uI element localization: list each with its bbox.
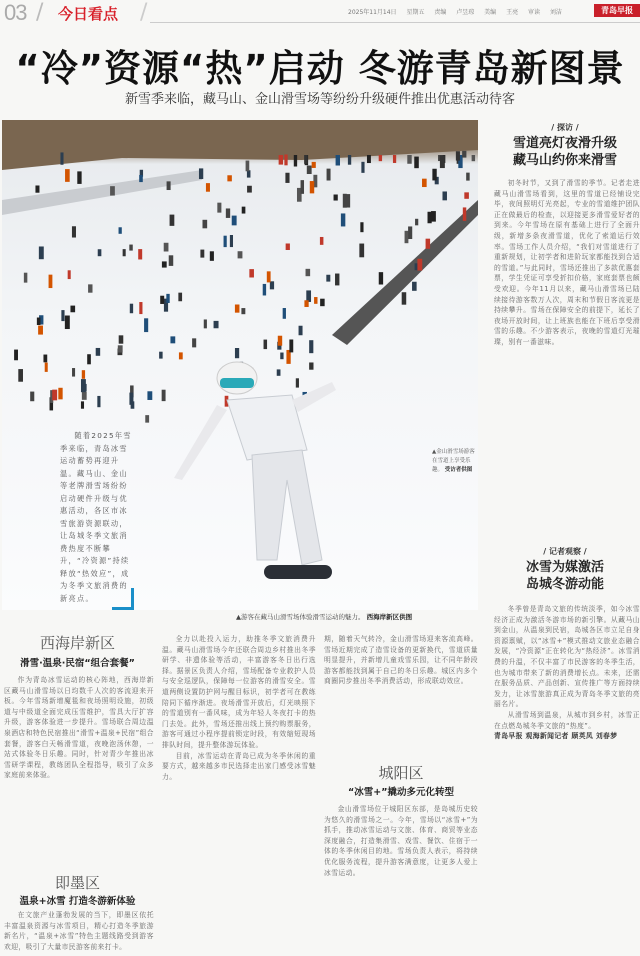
skier-figure: [200, 250, 204, 258]
skier-figure: [72, 226, 76, 237]
skier-figure: [361, 162, 364, 173]
skier-figure: [277, 369, 281, 375]
skier-figure: [412, 282, 417, 291]
skier-figure: [299, 326, 303, 336]
visit-article: [494, 178, 640, 528]
skier-figure: [60, 152, 63, 164]
skier-figure: [415, 219, 418, 226]
skier-figure: [139, 175, 143, 182]
skier-figure: [432, 169, 436, 181]
skier-figure: [227, 175, 231, 181]
skier-figure: [206, 183, 210, 192]
skier-figure: [462, 151, 466, 158]
skier-figure: [39, 246, 44, 259]
skier-figure: [289, 339, 293, 352]
skier-figure: [119, 227, 122, 234]
header-info: 2025年11月14日 星期五 责编 卢昱琼 美编 王亮 审读 刘洁: [348, 9, 562, 16]
skier-figure: [14, 350, 18, 361]
skier-figure: [98, 249, 102, 256]
skier-figure: [309, 362, 313, 369]
skier-figure: [35, 185, 39, 192]
skier-figure: [279, 155, 283, 165]
skier-figure: [43, 355, 47, 363]
skier-figure: [456, 151, 460, 160]
skier-figure: [348, 155, 351, 165]
caption-text: ▲游客在藏马山滑雪场体验滑雪运动的魅力。: [236, 613, 365, 621]
skier-figure: [70, 306, 75, 313]
inset-caption: [432, 448, 478, 475]
skier-figure: [341, 213, 345, 226]
skier-figure: [87, 354, 91, 364]
skier-figure: [164, 243, 169, 252]
goggles: [220, 378, 254, 388]
skier-figure: [270, 281, 274, 289]
observe-text2: 从滑雪场到温泉，从城市到乡村，冰雪正在点燃岛城冬季文旅的“热度”。: [494, 710, 640, 730]
visit-title-line2: 藏马山约你来滑雪: [512, 153, 617, 168]
skier-figure: [428, 212, 432, 223]
lead-paragraph: 随着2025年雪季来临，青岛冰雪运动蓄势再迎升温。藏马山、金山等老牌滑雪场纷纷启动硬件升级与优惠活动，各区市冰雪旅游资源联动，让岛城冬季文旅消费热度不断攀升，“冷资源”持续释放“热效应”，成为冬季文旅消费的新亮点。: [60, 431, 132, 603]
skier-figure: [320, 237, 323, 245]
skier-figure: [464, 192, 469, 198]
page-number: 03: [4, 0, 27, 25]
skier-figure: [170, 336, 175, 343]
chengyang-article: [324, 804, 478, 956]
skier-figure: [334, 195, 338, 201]
skier-figure: [81, 401, 84, 408]
column-3-top: [324, 634, 478, 746]
skier-figure: [379, 272, 383, 284]
skier-figure: [327, 169, 331, 181]
skier-figure: [405, 231, 409, 243]
subheadline: 新雪季来临，藏马山、金山滑雪场等纷纷升级硬件推出优惠活动待客: [124, 92, 515, 107]
skier-figure: [210, 251, 214, 261]
skier-figure: [414, 157, 419, 169]
skier-figure: [241, 308, 245, 314]
skier-figure: [309, 340, 313, 353]
skier-figure: [417, 259, 422, 271]
skier-figure: [72, 368, 75, 377]
lift-line: [2, 170, 202, 215]
skier-figure: [131, 401, 135, 408]
skier-figure: [393, 155, 396, 163]
skier-figure: [82, 370, 85, 379]
skier-figure: [159, 352, 162, 359]
section-title: 今日看点: [58, 5, 119, 23]
skier-figure: [247, 170, 251, 177]
skier-figure: [238, 251, 243, 258]
observe-title: [490, 559, 640, 593]
skier-figure: [284, 154, 287, 165]
header-rule: [150, 22, 640, 23]
skier-figure: [278, 336, 282, 346]
skier-figure: [49, 275, 53, 288]
skier-figure: [379, 155, 382, 161]
skier-figure: [179, 352, 183, 359]
observe-tag: / 记者观察 /: [543, 547, 587, 556]
skier-figure: [58, 388, 62, 400]
chengyang-text: 金山滑雪场位于城阳区东部，是岛城历史较为悠久的滑雪场之一。今年，雪场以“冰雪+”为抓手，推动冰雪运动与文旅、体育、商贸等业态深度融合，打造集滑雪、戏雪、餐饮、住宿于一体的冬季休闲目的地。雪场负责人表示，将持续优化服务流程，提升游客满意度，让更多人爱上冰雪运动。: [324, 805, 478, 877]
skier-figure: [160, 296, 164, 304]
skier-figure: [202, 220, 207, 229]
district-heading-west: 西海岸新区: [39, 634, 115, 652]
skier-figure: [45, 363, 48, 372]
skier-figure: [264, 340, 268, 350]
skier-figure: [431, 211, 436, 222]
west-subtitle: 滑雪·温泉·民宿“组合套餐”: [20, 658, 135, 669]
reporter-credit: 青岛早报 观海新闻记者 顾英凤 刘春梦: [494, 732, 618, 741]
col3-top-text: 期，随着天气转冷，金山滑雪场迎来客流高峰。雪场近期完成了造雪设备的更新换代，雪道质量明显提升，并新增儿童戏雪乐园，让不同年龄段游客都能找到属于自己的冬日乐趣。城区内多个商圈同步推出冬季消费活动，形成联动效应。: [324, 635, 478, 686]
photo-caption: [236, 612, 412, 621]
skier-figure: [359, 244, 364, 258]
skier-figure: [214, 321, 219, 328]
skier-figure: [97, 396, 100, 407]
skier-figure: [232, 216, 237, 226]
visit-tag: / 探访 /: [551, 123, 579, 132]
jimo-text: 在文旅产业蓬勃发展的当下，即墨区依托丰富温泉资源与冰雪项目，精心打造冬季旅游新名片，“温泉+冰雪”特色主题线路受到游客欢迎，吸引了大量市民游客前来打卡。: [4, 911, 154, 951]
skier-figure: [147, 391, 152, 400]
skier-figure: [65, 169, 70, 182]
skier-figure: [129, 245, 132, 251]
inset-caption-text: ▲金山滑雪场游客在雪道上享受乐趣。: [432, 449, 475, 473]
skier-figure: [285, 173, 289, 183]
left-arm: [174, 405, 227, 480]
observe-title-line2: 岛城冬游动能: [525, 577, 604, 592]
skier-figure: [466, 173, 469, 181]
skier-figure: [199, 168, 203, 179]
skier-figure: [18, 369, 23, 382]
skier-figure: [230, 235, 233, 247]
observe-article: [494, 604, 640, 956]
skier-figure: [61, 310, 64, 321]
skier-figure: [81, 379, 86, 392]
skier-figure: [304, 300, 308, 307]
jimo-subtitle: 温泉+冰雪 打造冬游新体验: [19, 896, 136, 907]
skier-figure: [442, 191, 446, 200]
skier-figure: [242, 207, 246, 214]
skier-figure: [310, 181, 314, 193]
skier-figure: [217, 203, 221, 213]
skier-figure: [65, 316, 70, 330]
skier-figure: [167, 181, 171, 190]
skier-figure: [38, 326, 43, 335]
skier-figure: [249, 269, 254, 277]
skier-figure: [170, 215, 175, 226]
skier-figure: [312, 162, 316, 168]
skier-figure: [304, 155, 308, 164]
skier-figure: [24, 273, 27, 283]
jimo-article: [4, 910, 154, 956]
skier-figure: [407, 155, 411, 164]
skier-figure: [263, 284, 266, 296]
skier-figure: [178, 293, 182, 302]
skier-figure: [247, 186, 252, 193]
skier-figure: [162, 390, 166, 401]
skier-figure: [440, 155, 445, 168]
skier-figure: [30, 392, 34, 402]
skier-figure: [463, 207, 466, 220]
snowboard: [264, 565, 332, 579]
col2-text: 全力以赴投入运力，助推冬季文旅消费升温。藏马山滑雪场今年还联合周边乡村推出冬季研学、非遗体验等活动，丰富游客冬日出行选择。据景区负责人介绍，雪场配备专业救护人员与安全巡逻队，保障每一位游客的滑雪安全。雪道两侧设置防护网与醒目标识，初学者可在教练陪同下循序渐进。夜场滑雪开放后，灯光映照下的雪道别有一番风味，成为年轻人冬夜打卡的热门去处。此外，雪场还推出线上预约购票服务，游客可通过小程序提前锁定时段，有效缩短现场排队时间，提升整体游玩体验。: [162, 635, 316, 749]
skier-figure: [294, 155, 297, 166]
skier-figure: [367, 155, 371, 163]
chengyang-subtitle: “冰雪+”撬动多元化转型: [348, 787, 454, 798]
skier-figure: [343, 194, 347, 208]
skier-figure: [283, 308, 286, 319]
divider: /: [140, 0, 148, 25]
skier-figure: [246, 161, 250, 172]
skier-figure: [360, 222, 363, 232]
inset-credit: 受访者供图: [444, 467, 473, 473]
skier-figure: [280, 353, 283, 360]
caption-credit: 西海岸新区供图: [366, 613, 413, 621]
skier-figure: [118, 345, 123, 352]
skier-figure: [422, 179, 427, 187]
skier-figure: [123, 249, 126, 256]
decorative-corner: [112, 588, 134, 610]
west-text: 作为青岛冰雪运动的核心阵地，西海岸新区藏马山滑雪场以日均数千人次的客流迎来开板。今年雪场新增魔毯和夜场照明设施，初级道与中级道全面完成压雪维护，雪具大厅扩容升级，游客体验进一步提升。雪场联合周边温泉酒店和特色民宿推出“滑雪+温泉+民宿”组合套餐，游客白天畅滑雪道，夜晚泡汤休憩，一站式体验冬日乐趣。同时，针对青少年推出冰雪研学课程，教练团队全程指导，吸引了众多家庭前来体验。: [4, 676, 154, 780]
skier-figure: [426, 239, 431, 249]
skier-figure: [267, 271, 271, 282]
skier-figure: [119, 335, 124, 343]
skier-figure: [204, 319, 207, 328]
skier-figure: [166, 294, 169, 303]
district-heading-chengyang: 城阳区: [378, 764, 424, 782]
skier-figure: [306, 269, 311, 276]
skier-figure: [162, 261, 167, 267]
visit-text: 初冬时节，又到了滑雪的季节。记者走进藏马山滑雪场看到，这里的雪道已经铺设完毕，夜间照明灯光亮起，专业的雪道维护团队正在做最后的检查，以迎接更多滑雪爱好者的到来。今年雪场在原有基础上进行了全面升级，新增多条夜滑雪道，优化了索道运行效率。雪场工作人员介绍，“我们对雪道进行了重新规划，让初学者和进阶玩家都能找到合适的雪道。”与此同时，雪场还推出了多款优惠套票，学生凭证可享受折扣价格，家庭套票也颇受欢迎。今年11月以来，藏马山滑雪场已陆续接待游客数万人次，周末和节假日客流更是持续攀升。雪场在保障安全的前提下，延长了夜场开放时间，让上班族也能在下班后享受滑雪的乐趣。不少游客表示，夜晚的雪道灯光璀璨，别有一番滋味。: [494, 179, 640, 346]
skier-figure: [408, 226, 412, 239]
skier-figure: [96, 348, 100, 356]
skier-figure: [336, 155, 340, 166]
column-2-article: [162, 634, 316, 956]
skier-figure: [52, 390, 57, 401]
skier-figure: [306, 290, 311, 302]
skier-figure: [192, 338, 196, 347]
skier-figure: [314, 297, 317, 304]
skier-figure: [226, 208, 230, 217]
skier-figure: [68, 270, 71, 279]
skier-figure: [224, 236, 227, 247]
skier-figure: [110, 186, 115, 195]
skier-figure: [296, 378, 299, 387]
skier-figure: [82, 391, 87, 399]
skier-figure: [88, 284, 92, 292]
observe-text: 冬季曾是青岛文旅的传统淡季，如今冰雪经济正成为激活冬游市场的新引擎。从藏马山到金山，从温泉到民宿，岛城各区市立足自身资源禀赋，以“冰雪+”模式推动文旅业态融合发展，“冷资源”正在转化为“热经济”。冰雪消费的升温，不仅丰富了市民游客的冬季生活，也为城市带来了新的消费增长点。未来，还需在服务品质、产品创新、宣传推广等方面持续发力，让冰雪旅游真正成为青岛冬季文旅的亮丽名片。: [494, 605, 640, 709]
observe-title-line1: 冰雪为媒激活: [525, 560, 604, 575]
skier-figure: [326, 275, 330, 282]
col2-text2: 目前，冰雪运动在青岛已成为冬季休闲的重要方式，越来越多市民选择走出家门感受冰雪魅力。: [162, 751, 316, 781]
skier-figure: [472, 155, 475, 161]
headline: “冷”资源“热”启动 冬游青岛新图景: [15, 47, 625, 90]
skier-figure: [235, 348, 239, 358]
skier-figure: [301, 180, 304, 194]
skier-figure: [37, 318, 41, 325]
divider: /: [36, 0, 44, 25]
skier-figure: [138, 249, 142, 259]
district-heading-jimo: 即墨区: [54, 874, 100, 892]
visit-title-line1: 雪道亮灯夜滑升级: [512, 136, 617, 151]
distant-trees: [2, 120, 478, 170]
skier-figure: [235, 305, 240, 313]
visit-title: [490, 135, 640, 169]
skier-figure: [77, 171, 81, 184]
skier-figure: [139, 302, 142, 314]
west-article: [4, 675, 154, 865]
skier-figure: [130, 304, 133, 314]
skier-figure: [144, 318, 148, 332]
skier-figure: [307, 166, 312, 174]
skier-figure: [169, 255, 174, 266]
skier-figure: [335, 274, 339, 286]
newspaper-logo: 青岛早报: [594, 4, 640, 17]
skier-figure: [145, 415, 149, 423]
snowboarder-pants: [252, 450, 322, 565]
skier-figure: [286, 243, 290, 250]
skier-figure: [320, 299, 325, 306]
skier-figure: [402, 292, 407, 304]
conveyor-lift: [332, 200, 478, 345]
